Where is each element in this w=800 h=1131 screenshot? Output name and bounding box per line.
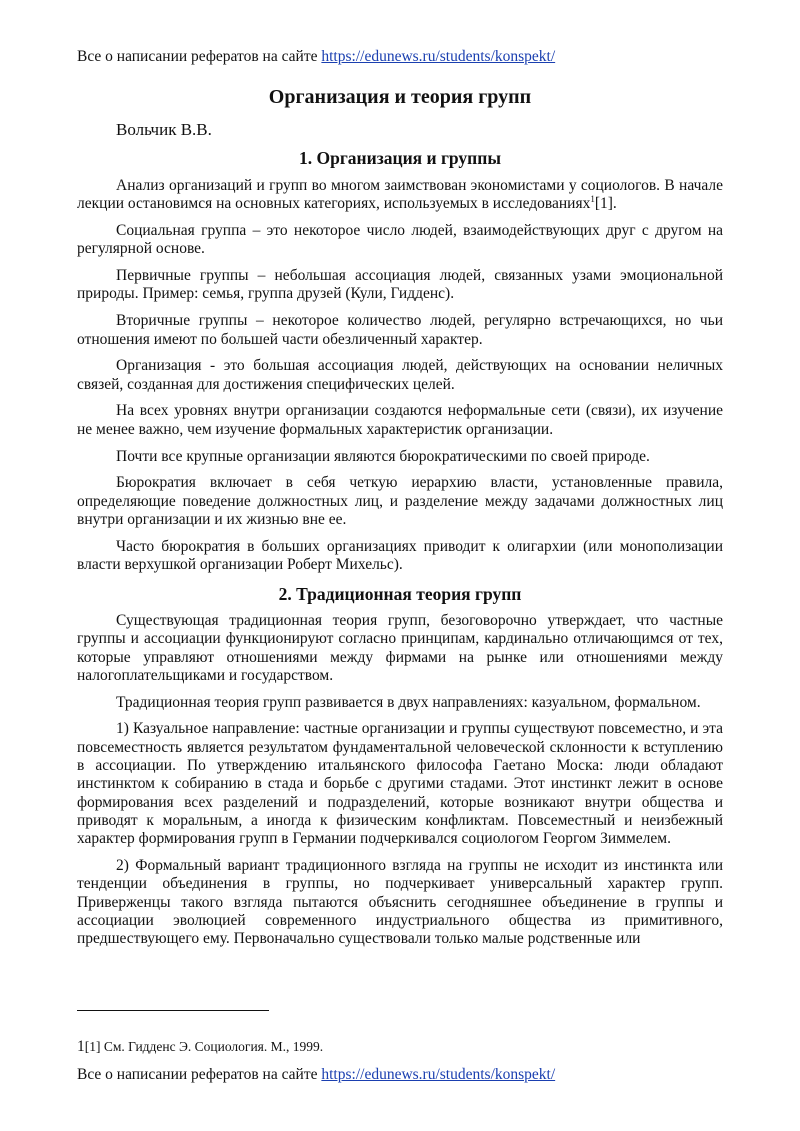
footnote-separator (77, 1010, 269, 1011)
paragraph: Организация - это большая ассоциация людей, действующих на основании неличных связей, созданная для достижения специфических целей. (77, 357, 723, 393)
document-title: Организация и теория групп (268, 86, 532, 108)
citation-text: [1]. (594, 195, 617, 213)
page-footer (77, 1066, 555, 1084)
paragraph: Бюрократия включает в себя четкую иерархию власти, установленные правила, определяющие поведение должностных лиц, и разделение между задачами должностных лиц внутри организации и их жизнью вне ее. (77, 474, 723, 528)
paragraph: Социальная группа – это некоторое число людей, взаимодействующих друг с другом на регулярной основе. (77, 222, 723, 258)
footer-link[interactable]: https://edunews.ru/students/konspekt/ (321, 1066, 556, 1083)
footnote-reference[interactable]: 1 (590, 194, 595, 205)
footnote-text: [1] См. Гидденс Э. Социология. М., 1999. (84, 1039, 324, 1054)
section-2-body (77, 612, 723, 957)
page-header (77, 48, 555, 66)
paragraph: Вторичные группы – некоторое количество людей, регулярно встречающихся, но чьи отношения имеют по большей части обезличенный характер. (77, 312, 723, 348)
paragraph: 1) Казуальное направление: частные организации и группы существуют повсеместно, и эта повсеместность является результатом фундаментальной человеческой склонности к вступлению в ассоциации. По утверждению итальянского философа Гаетано Моска: люди обладают инстинктом к собиранию в стада и борьбе с другими стадами. Этот инстинкт лежит в основе формирования всех разделений и подразделений, которые возникают внутри общества и приводят к моральным, а иногда к физическим конфликтам. Повсеместный и неизбежный характер формирования групп в Германии подчеркивался социологом Георгом Зиммелем. (77, 720, 723, 848)
paragraph: 2) Формальный вариант традиционного взгляда на группы не исходит из инстинкта или тенденции объединения в группы, но подчеркивает универсальный характер групп. Приверженцы такого взгляда пытаются объяснить сегодняшнее объединение в группы и ассоциации эволюцией современного индустриального общества из примитивного, предшествующего ему. Первоначально существовали только малые родственные или (77, 857, 723, 948)
section-2-heading: 2. Традиционная теория групп (278, 584, 522, 604)
paragraph: Существующая традиционная теория групп, безоговорочно утверждает, что частные группы и ассоциации функционируют согласно принципам, кардинально отличающимся от тех, которые управляют отношениями между фирмами на рынке или отношениями между налогоплательщиками и государством. (77, 612, 723, 684)
paragraph: Почти все крупные организации являются бюрократическими по своей природе. (116, 447, 650, 465)
footnote (77, 1038, 323, 1056)
paragraph-text: Анализ организаций и групп во многом заимствован экономистами у социологов. В начале лекции остановимся на основных категориях, используемых в исследованиях (77, 177, 723, 213)
footer-text: Все о написании рефератов на сайте (77, 1066, 322, 1083)
header-link[interactable]: https://edunews.ru/students/konspekt/ (321, 48, 556, 65)
section-1-heading: 1. Организация и группы (299, 148, 501, 168)
paragraph: Традиционная теория групп развивается в двух направлениях: казуальном, формальном. (116, 693, 701, 711)
footnote-number: 1 (77, 1038, 85, 1055)
section-1-body (77, 177, 723, 583)
paragraph: Первичные группы – небольшая ассоциация людей, связанных узами эмоциональной природы. Пример: семья, группа друзей (Кули, Гидденс). (77, 267, 723, 303)
paragraph (77, 177, 723, 214)
header-text: Все о написании рефератов на сайте (77, 48, 322, 65)
paragraph: Часто бюрократия в больших организациях приводит к олигархии (или монополизации власти верхушкой организации Роберт Михельс). (77, 537, 723, 574)
paragraph: На всех уровнях внутри организации создаются неформальные сети (связи), их изучение не менее важно, чем изучение формальных характеристик организации. (77, 402, 723, 438)
author-name: Вольчик В.В. (116, 120, 212, 139)
